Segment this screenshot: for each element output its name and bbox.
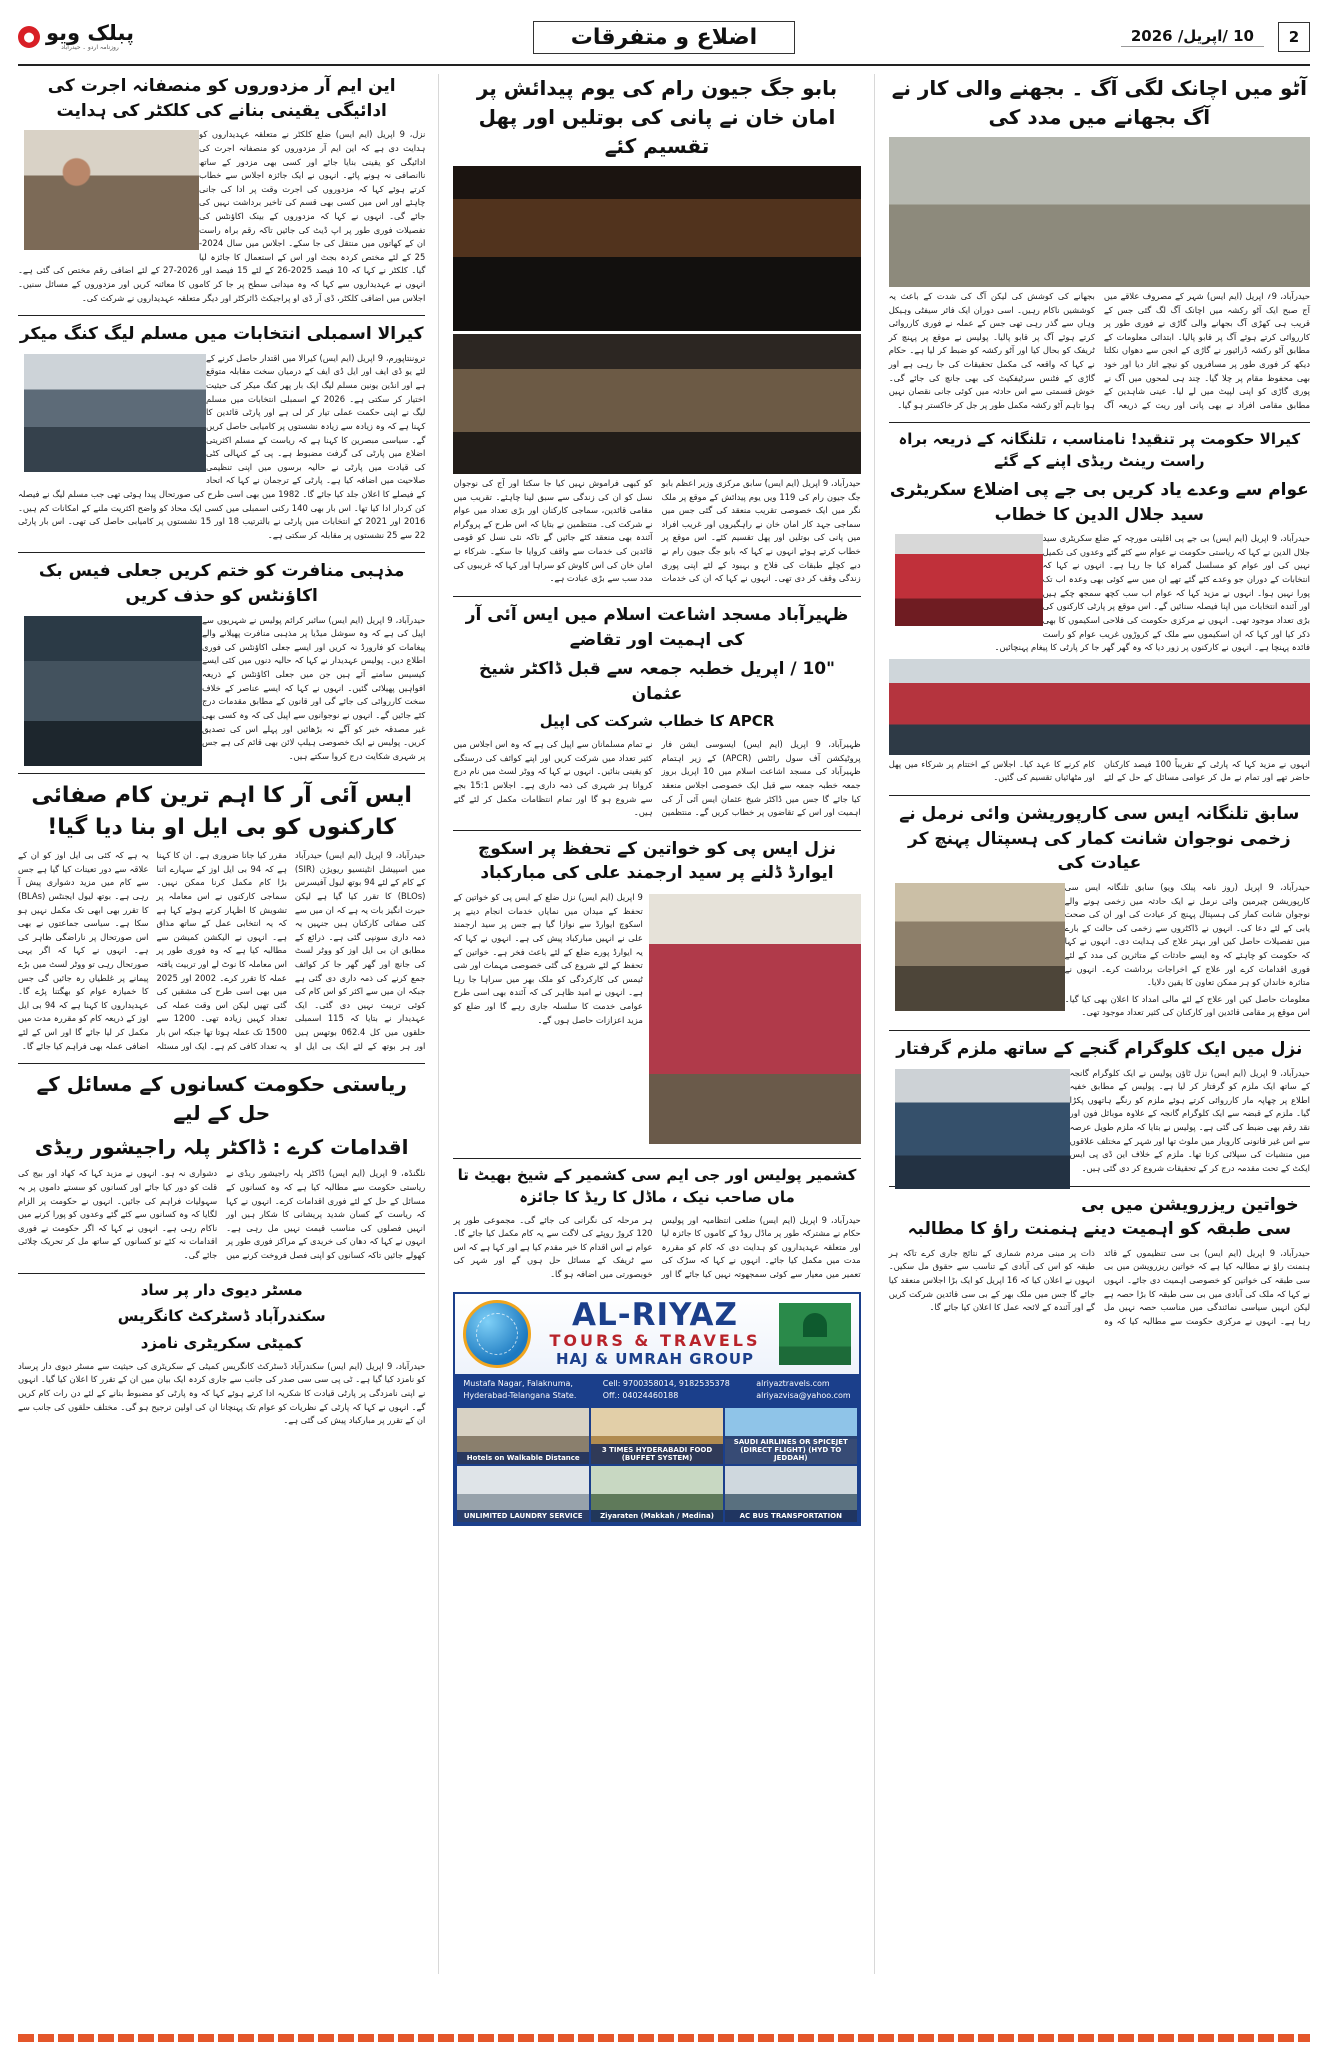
column-left (18, 74, 439, 1974)
issue-date: 10 /اپریل/ 2026 (1121, 27, 1264, 47)
article-body: حیدرآباد، 9؍ اپریل (ایم ایس) شہر کے مصروف علاقے میں آج صبح ایک آٹو رکشہ میں اچانک آگ لگ گئی جس کے قریب ہی کھڑی آگ بجھانے والی گاڑی نے فوری طور پر کارروائی کرتے ہوئے آگ پر قابو پالیا۔ ابتدائی معلومات کے مطابق آٹو رکشہ ڈرائیور نے گاڑی کے انجن سے دھواں نکلتا دیکھ کر فوری طور پر مسافروں کو نیچے اتار دیا اور خود بھی محفوظ مقام پر چلا گیا۔ چند ہی لمحوں میں آگ نے پوری گاڑی کو اپنی لپیٹ میں لے لیا۔ عینی شاہدین کے مطابق مقامی افراد نے بھی پانی اور ریت کے ذریعہ آگ بجھانے کی کوشش کی لیکن آگ کی شدت کے باعث یہ کوششیں ناکام رہیں۔ اسی دوران ایک فائر سیفٹی وہیکل وہاں سے گذر رہی تھی جس کے عملہ نے فوری کارروائی کرتے ہوئے آگ پر قابو پالیا۔ پولیس نے موقع پر پہنچ کر ٹریفک کو بحال کیا اور آٹو رکشہ کو ضبط کر لیا ہے۔ حکام نے کہا کہ واقعہ کی مکمل تحقیقات کی جا رہی ہے اور گاڑی کے فٹنس سرٹیفکیٹ کی بھی جانچ کی جائے گی۔ خوش قسمتی سے اس حادثہ میں کوئی جانی نقصان نہیں ہوا تاہم آٹو رکشہ مکمل طور پر جل کر خاکستر ہو گیا۔ (888, 291, 1311, 410)
headline: بابو جگ جیون رام کی یوم پیدائش پر امان خان نے پانی کی بوتلیں اور پھل تقسیم کئے (476, 76, 838, 158)
headline-kicker: کیرالا حکومت پر تنقید! نامناسب ، تلنگانہ کے ذریعہ براہ راست رینٹ ریڈی اپنے کے گئے (898, 430, 1301, 471)
logo-mark-icon: ● (18, 26, 40, 48)
column-middle (453, 74, 874, 1974)
article-body: تروننتاپورم، 9 اپریل (ایم ایس) کیرالا میں اقتدار حاصل کرنے کے لئے یو ڈی ایف اور ایل ڈی ایف کے درمیان سخت مقابلہ متوقع ہے اور انڈین یونین مسلم لیگ ایک بار پھر کنگ میکر کی حیثیت اختیار کر سکتی ہے۔ 2026 کے اسمبلی انتخابات میں مسلم لیگ نے اپنی حکمت عملی تیار کر لی ہے اور پارٹی قائدین کا کہنا ہے کہ وہ زیادہ سے زیادہ نشستوں پر کامیابی حاصل کریں گے۔ سیاسی مبصرین کا کہنا ہے کہ ریاست کے مسلم اکثریتی اضلاع میں پارٹی کی گرفت مضبوط ہے۔ پی کے کنہالی کٹی کی قیادت میں پارٹی نے حالیہ برسوں میں اپنی تنظیمی صلاحیت میں اضافہ کیا ہے۔ پارٹی کے ترجمان نے کہا کہ اتحاد کے فیصلے کا اعلان جلد کیا جائے گا۔ 1982 میں بھی اسی طرح کی صورتحال پیدا ہوئی تھی جب مسلم لیگ نے فیصلہ کن کردار ادا کیا تھا۔ اس بار بھی 140 رکنی اسمبلی میں کسی ایک محاذ کو واضح اکثریت ملنے کے امکانات کم ہیں۔ 2016 اور 2021 کے انتخابات میں پارٹی نے بالترتیب 18 اور 15 نشستوں پر کامیابی حاصل کی تھی۔ اس بار پارٹی 22 سے 25 نشستوں پر مقابلہ کر سکتی ہے۔ (18, 352, 426, 540)
article-body: نزل، 9 اپریل (ایم ایس) ضلع کلکٹر نے متعلقہ عہدیداروں کو ہدایت دی ہے کہ این ایم آر مزدوروں کو منصفانہ اجرت کی ادائیگی کو یقینی بنایا جائے اور کسی بھی مزدور کے ساتھ ناانصافی نہ ہونے پائے۔ انہوں نے ایک جائزہ اجلاس سے خطاب کرتے ہوئے کہا کہ مزدوروں کی اجرت وقت پر ادا کی جانی چاہئے اور اس میں کسی بھی قسم کی تاخیر برداشت نہیں کی جائے گی۔ انہوں نے کہا کہ مزدوروں کے بینک اکاؤنٹس کی تفصیلات فوری طور پر اپ ڈیٹ کی جائیں تاکہ رقم براہ راست ان کے کھاتوں میں منتقل کی جا سکے۔ اجلاس میں سال 2024-25 کے لئے مختص کردہ بجٹ اور اس کے استعمال کا جائزہ لیا گیا۔ کلکٹر نے کہا کہ 10 فیصد 2025-26 کے لئے 15 فیصد اور 2026-27 کے لئے اضافی رقم مختص کی گئی ہے۔ انہوں نے عہدیداروں سے کہا کہ وہ میدانی سطح پر جا کر کاموں کا معائنہ کریں اور مزدوروں کے مسائل سنیں۔ اجلاس میں اضافی کلکٹر، ڈی آر ڈی او پراجیکٹ ڈائرکٹر اور دیگر متعلقہ عہدیداروں نے شرکت کی۔ (18, 129, 426, 303)
article-body: حیدرآباد، 9 اپریل (ایم ایس) حیدرآباد میں اسپیشل انٹینسیو ریویژن (SIR) کے کام کے لئے 94 بوتھ لیول آفیسرس (BLOs) کا تقرر کیا گیا ہے لیکن حیرت انگیز بات یہ ہے کہ ان میں سے کئی صفائی کارکنان ہیں جنہیں یہ ذمہ داری سونپی گئی ہے۔ ذرائع کے مطابق ان بی ایل اوز کو ووٹر لسٹ کی جانچ اور گھر گھر جا کر کوائف جمع کرنے کی ذمہ داری دی گئی ہے جبکہ ان میں سے اکثر کو اس کام کی کوئی تربیت نہیں دی گئی۔ ایک عہدیدار نے بتایا کہ 115 اسمبلی حلقوں میں کل 062.4 بوتھس ہیں اور ہر بوتھ کے لئے ایک بی ایل او مقرر کیا جانا ضروری ہے۔ ان کا کہنا ہے کہ 94 بی ایل اوز کے سہارے اتنا بڑا کام مکمل کرنا ممکن نہیں۔ سماجی کارکنوں نے اس معاملہ پر تشویش کا اظہار کرتے ہوئے کہا ہے کہ یہ انتخابی عمل کے ساتھ مذاق ہے۔ انہوں نے الیکشن کمیشن سے مطالبہ کیا ہے کہ وہ فوری طور پر اس معاملہ کا نوٹ لے اور تربیت یافتہ عملہ کا تقرر کرے۔ 2002 اور 2025 میں بھی اسی طرح کی مشقیں کی گئی تھیں لیکن اس وقت عملہ کی تعداد کہیں زیادہ تھی۔ 1200 سے 1500 تک عملہ ہوتا تھا جبکہ اس بار یہ تعداد کافی کم ہے۔ ایک اور مسئلہ یہ ہے کہ کئی بی ایل اوز کو ان کے علاقہ سے دور تعینات کیا گیا ہے جس سے کام میں مزید دشواری پیش آ رہی ہے۔ بوتھ لیول ایجنٹس (BLAs) کا تقرر بھی ابھی تک مکمل نہیں ہو سکا ہے۔ سیاسی جماعتوں نے بھی اس صورتحال پر ناراضگی ظاہر کی ہے۔ انہوں نے کہا کہ اگر یہی صورتحال رہی تو ووٹر لسٹ میں بڑے پیمانے پر غلطیاں رہ جائیں گی جس کا خمیازہ عوام کو بھگتنا پڑے گا۔ عہدیداروں کا کہنا ہے کہ 94 بی ایل اوز کے ذریعہ کام کو مقررہ مدت میں مکمل کر لیا جائے گا اور اس کے لئے اضافی عملہ بھی فراہم کیا جائے گا۔ (18, 850, 426, 1051)
article-body: حیدرآباد، 9 اپریل (ایم ایس) بی سی تنظیموں کے قائد ہنمنت راؤ نے مطالبہ کیا ہے کہ خواتین ریزرویشن میں بی سی طبقہ کی خواتین کو خصوصی اہمیت دی جائے۔ انہوں نے کہا کہ ملک کی آبادی میں بی سی طبقہ کا بڑا حصہ ہے لیکن انہیں سیاسی نمائندگی میں مناسب حصہ نہیں مل رہا ہے۔ انہوں نے مرکزی حکومت سے مطالبہ کیا کہ وہ ذات پر مبنی مردم شماری کے نتائج جاری کرے تاکہ ہر طبقہ کو اس کی آبادی کے تناسب سے حقوق مل سکیں۔ انہوں نے اعلان کیا کہ 16 اپریل کو ایک بڑا اجلاس منعقد کیا جائے گا جس میں ملک بھر کے بی سی قائدین شرکت کریں گے اور آئندہ کے لائحہ عمل کا اعلان کیا جائے گا۔ (888, 1247, 1310, 1326)
headline: این ایم آر مزدوروں کو منصفانہ اجرت کی ادائیگی یقینی بنانے کی کلکٹر کی ہدایت (47, 76, 396, 121)
headline-1: ظہیرآباد مسجد اشاعت اسلام میں ایس آئی آر کی اہمیت اور تقاضے (465, 604, 849, 650)
headline-1: مسٹر دیوی دار پر ساد (140, 1280, 303, 1299)
ad-website[interactable]: alriyaztravels.com (756, 1378, 830, 1388)
article-body: نلگنڈہ، 9 اپریل (ایم ایس) ڈاکٹر پلہ راجیشور ریڈی نے ریاستی حکومت سے مطالبہ کیا ہے کہ وہ کسانوں کے مسائل کے حل کے لئے فوری اقدامات کرے۔ انہوں نے کہا کہ ریاست کے کسان شدید پریشانی کا شکار ہیں اور انہیں فصلوں کی مناسب قیمت نہیں مل رہی ہے۔ انہوں نے کہا کہ دھان کی خریدی کے مراکز فوری طور پر کھولے جائیں تاکہ کسانوں کو اپنی فصل فروخت کرنے میں دشواری نہ ہو۔ انہوں نے مزید کہا کہ کھاد اور بیج کی قلت کو دور کیا جائے اور کسانوں کو سستے داموں پر یہ سہولیات فراہم کی جائیں۔ انہوں نے حکومت پر الزام لگایا کہ وہ کسانوں سے کئے گئے وعدوں کو پورا کرنے میں ناکام رہی ہے۔ انہوں نے کہا کہ اگر حکومت نے فوری اقدامات نہ کئے تو کسانوں کے ساتھ مل کر تحریک چلائی جائے گی۔ (18, 1168, 426, 1260)
ad-group: HAJ & UMRAH GROUP (555, 1349, 755, 1368)
article-body: حیدرآباد، 9 اپریل (ایم ایس) سابق مرکزی وزیر اعظم بابو جگ جیون رام کی 119 ویں یوم پیدائش کے موقع پر ملک نگر میں ایک خصوصی تقریب منعقد کی گئی جس میں سماجی جہد کار امان خان نے راہگیروں اور غریب افراد میں پانی کی بوتلیں اور پھل تقسیم کئے۔ اس موقع پر خطاب کرتے ہوئے انہوں نے کہا کہ بابو جگ جیون رام نے دبے کچلے طبقات کی فلاح و بہبود کے لئے اپنی پوری زندگی وقف کر دی تھی۔ انہوں نے کہا کہ ان کی خدمات کو کبھی فراموش نہیں کیا جا سکتا اور آج کی نوجوان نسل کو ان کی زندگی سے سبق لینا چاہئے۔ تقریب میں مقامی قائدین، سماجی کارکنان اور بڑی تعداد میں عوام نے شرکت کی۔ منتظمین نے بتایا کہ اس طرح کے پروگرام آئندہ بھی منعقد کئے جائیں گے تاکہ نئی نسل کو قومی قائدین کی خدمات سے واقف کروایا جا سکے۔ شرکاء نے امان خان کی اس کاوش کو سراہا اور کہا کہ غریبوں کی مدد سب سے بڑی عبادت ہے۔ (453, 478, 861, 584)
ad-service-label: UNLIMITED LAUNDRY SERVICE (457, 1510, 589, 1522)
ad-title: AL-RIYAZ (572, 1296, 738, 1333)
headline-3: کمیٹی سکریٹری نامزد (140, 1334, 303, 1353)
ad-service-cell (591, 1408, 723, 1464)
headline-2: سکندرآباد ڈسٹرکٹ کانگریس (117, 1307, 326, 1326)
headline: سابق تلنگانہ ایس سی کارپوریشن وائی نرمل نے زخمی نوجوان شانت کمار کی ہسپتال پہنچ کر عیادت کی (899, 803, 1300, 874)
page-number: 2 (1278, 22, 1310, 52)
paper-subtitle: روزنامہ اردو ۔ حیدرآباد (61, 44, 119, 51)
ad-service-cell (457, 1408, 589, 1464)
ad-service-cell (457, 1466, 589, 1522)
divider (889, 795, 1310, 796)
headline-1: ریاستی حکومت کسانوں کے مسائل کے حل کے لیے (36, 1072, 407, 1126)
divider (453, 596, 860, 597)
ad-office-phone[interactable]: Off.: 04024460188 (602, 1390, 679, 1400)
section-title: اضلاع و متفرقات (533, 21, 795, 54)
article-model-road-review (453, 1165, 860, 1282)
footer-decorative-bar (18, 2034, 1310, 2042)
article-women-reservation (889, 1193, 1310, 1329)
article-ganja-arrest (889, 1037, 1310, 1176)
ad-service-cell (725, 1408, 857, 1464)
headline: خواتین ریزرویشن میں بی سی طبقہ کو اہمیت دینے ہنمنت راؤ کا مطالبہ (907, 1194, 1299, 1240)
article-photo (24, 616, 202, 766)
article-sir-blo (18, 780, 425, 1053)
article-body: حیدرآباد، 9 اپریل (روز نامہ پبلک ویو) سابق تلنگانہ ایس سی کارپوریشن چیرمین وائی نرمل نے ایک حادثہ میں زخمی ہونے والے نوجوان شانت کمار کی ہسپتال پہنچ کر عیادت کی اور ان کی صحت یابی کے لئے دعا کی۔ انہوں نے ڈاکٹروں سے زخمی کی حالت کے بارے میں تفصیلات حاصل کیں اور بہتر علاج کی ہدایت دی۔ انہوں نے کہا کہ حکومت کو چاہئے کہ وہ ایسے حادثات کے متاثرین کی مدد کے لئے فوری اقدامات کرے اور علاج کے اخراجات برداشت کرے۔ انہوں نے متاثرہ خاندان کو ہر ممکن تعاون کا یقین دلایا۔ (1064, 881, 1310, 988)
article-kerala-muslim-league (18, 322, 425, 542)
article-photo (895, 883, 1065, 1011)
ad-service-cell (591, 1466, 723, 1522)
article-body: حیدرآباد، 9 اپریل (ایم ایس) سائبر کرائم پولیس نے شہریوں سے اپیل کی ہے کہ وہ سوشل میڈیا پر مذہبی منافرت پھیلانے والے پیغامات کو فارورڈ نہ کریں اور ایسے جعلی اکاؤنٹس کی فوری اطلاع دیں۔ پولیس عہدیدار نے کہا کہ حالیہ دنوں میں کئی ایسے کیسیس سامنے آئے ہیں جن میں جعلی اکاؤنٹس کے ذریعہ افواہیں پھیلائی گئیں۔ انہوں نے کہا کہ ایسے عناصر کے خلاف سخت کارروائی کی جائے گی اور قانون کے مطابق مقدمات درج کئے جائیں گے۔ انہوں نے نوجوانوں سے اپیل کی کہ وہ کسی بھی غیر مصدقہ خبر کو آگے نہ بڑھائیں اور پہلے اس کی تصدیق کریں۔ پولیس نے ایک خصوصی ہیلپ لائن بھی قائم کی ہے جس پر شہری شکایت درج کروا سکتے ہیں۔ (202, 614, 426, 761)
article-body: حیدرآباد، 9 اپریل (ایم ایس) سکندرآباد ڈسٹرکٹ کانگریس کمیٹی کے سکریٹری کی حیثیت سے مسٹر دیوی دار پرساد کو نامزد کیا گیا ہے۔ ٹی پی سی سی صدر کی جانب سے جاری کردہ ایک بیان میں ان کے تقرر کا اعلان کیا گیا۔ انہوں نے اپنی نامزدگی پر پارٹی قیادت کا شکریہ ادا کرتے ہوئے کہا کہ وہ پارٹی کو مضبوط بنانے کے لئے دن رات کام کریں گے۔ انہوں نے کہا کہ پارٹی کے نظریات کو عوام تک پہنچانا ان کی اولین ترجیح ہو گی۔ مختلف حلقوں کی جانب سے ان کے تقرر پر مبارکباد پیش کی گئی ہے۔ (18, 1360, 426, 1426)
article-auto-fire (889, 74, 1310, 412)
divider (889, 1030, 1310, 1031)
ad-service-label: AC BUS TRANSPORTATION (725, 1510, 857, 1522)
article-body-2: انہوں نے مزید کہا کہ پارٹی کے تقریباً 100 فیصد کارکنان حاضر تھے اور تمام نے مل کر عوامی مسائل کے حل کے لئے کام کرنے کا عہد کیا۔ اجلاس کے اختتام پر شرکاء میں پھل اور مٹھائیاں تقسیم کی گئیں۔ (888, 758, 1310, 783)
ad-subtitle: TOURS & TRAVELS (549, 1330, 761, 1350)
ad-service-label: SAUDI AIRLINES OR SPICEJET (DIRECT FLIGHT) (HYD TO JEDDAH) (725, 1436, 857, 1464)
advertisement-al-riyaz[interactable] (453, 1292, 860, 1526)
content-grid (18, 74, 1310, 1974)
article-body: حیدرآباد، 9 اپریل (ایم ایس) بی جے پی اقلیتی مورچہ کے ضلع سکریٹری سید جلال الدین نے کہا کہ ریاستی حکومت نے عوام سے کئے گئے وعدوں کی تکمیل نہیں کی اور عوام کو مسلسل گمراہ کیا جا رہا ہے۔ انہوں نے کہا کہ انتخابات کے دوران جو وعدے کئے گئے تھے ان میں سے کوئی بھی وعدہ اب تک پورا نہیں ہوا۔ انہوں نے مزید کہا کہ عوام اب سب کچھ سمجھ چکے ہیں اور آئندہ انتخابات میں اپنا فیصلہ سنائیں گے۔ اس موقع پر پارٹی کارکنوں کی بڑی تعداد موجود تھی۔ انہوں نے مرکزی حکومت کی فلاحی اسکیموں کا بھی ذکر کیا اور کہا کہ ان اسکیموں سے ملک کے کروڑوں غریب عوام کو راست فائدہ پہنچا ہے۔ انہوں نے کارکنوں پر زور دیا کہ وہ گھر گھر جا کر پارٹی کا پیغام پہنچائیں۔ (994, 533, 1310, 653)
ad-services-strip (455, 1406, 858, 1524)
article-bjp-jalaluddin (889, 429, 1310, 784)
divider (18, 773, 425, 774)
ad-address-2: Hyderabad-Telangana State. (463, 1390, 577, 1400)
ad-service-cell (725, 1466, 857, 1522)
article-photo-1 (895, 534, 1043, 626)
article-congress-secretary (18, 1280, 425, 1428)
headline: ایس آئی آر کا اہم ترین کام صفائی کارکنوں کو بی ایل او بنا دیا گیا! (31, 783, 412, 841)
masthead (18, 14, 1310, 66)
divider (889, 422, 1310, 423)
ad-contact[interactable] (455, 1374, 858, 1406)
article-jagjivan-ram (453, 74, 860, 586)
headline: عوام سے وعدے یاد کریں بی جے پی اضلاع سکریٹری سید جلال الدین کا خطاب (889, 479, 1309, 525)
article-fake-facebook-accounts (18, 559, 425, 763)
article-photo (24, 354, 206, 472)
article-body: حیدرآباد، 9 اپریل (ایم ایس) ضلعی انتظامیہ اور پولیس حکام نے مشترکہ طور پر ماڈل روڈ کے کاموں کا جائزہ لیا اور متعلقہ عہدیداروں کو ہدایت دی کہ کام کو مقررہ مدت میں مکمل کیا جائے۔ انہوں نے کہا کہ سڑک کی تعمیر میں معیار سے کوئی سمجھوتہ نہیں کیا جائے گا اور ہر مرحلہ کی نگرانی کی جائے گی۔ مجموعی طور پر 120 کروڑ روپئے کی لاگت سے یہ کام مکمل کیا جائے گا۔ عوام نے اس اقدام کا خیر مقدم کیا ہے اور کہا ہے کہ اس سے ٹریفک کے مسائل حل ہوں گے اور شہر کی خوبصورتی میں اضافہ ہو گا۔ (453, 1214, 861, 1280)
ad-phone[interactable]: Cell: 9700358014, 9182535378 (602, 1378, 730, 1388)
ad-email[interactable]: alriyazvisa@yahoo.com (756, 1390, 851, 1400)
headline-3: APCR کا خطاب شرکت کی اپیل (539, 712, 775, 731)
article-body: حیدرآباد، 9 اپریل (ایم ایس) نزل ٹاؤن پولیس نے ایک کلوگرام گانجہ کے ساتھ ایک ملزم کو گرفتار کر لیا ہے۔ پولیس کے مطابق خفیہ اطلاع پر چھاپہ مار کارروائی کرتے ہوئے ملزم کو رنگے ہاتھوں پکڑا گیا۔ ملزم کے قبضہ سے ایک کلوگرام گانجہ کے علاوہ موبائل فون اور نقد رقم بھی ضبط کی گئی ہے۔ پولیس نے بتایا کہ ملزم طویل عرصہ سے اس غیر قانونی کاروبار میں ملوث تھا اور شہر کے مختلف علاقوں میں منشیات کی سپلائی کرتا تھا۔ ملزم کے خلاف این ڈی پی ایس ایکٹ کے تحت مقدمہ درج کر کے تحقیقات شروع کر دی گئی ہیں۔ (1069, 1067, 1310, 1173)
headline: کشمیر پولیس اور جی ایم سی کشمیر کے شیخ بھیٹ تا ماں صاحب نیک ، ماڈل کا ریڈ کا جائزہ (457, 1166, 857, 1206)
headline: نزل ایس پی کو خواتین کے تحفظ پر اسکوچ ایوارڈ ڈلنے پر سید ارجمند علی کی مبارکباد (478, 838, 837, 884)
divider (18, 552, 425, 553)
ad-address-1: Mustafa Nagar, Falaknuma, (463, 1378, 573, 1388)
article-apcr-zaheerabad (453, 603, 860, 820)
article-photo (649, 894, 861, 1144)
article-photo-2 (889, 659, 1310, 755)
headline: آٹو میں اچانک لگی آگ ۔ بجھنے والی کار نے آگ بجھانے میں مدد کی (891, 76, 1307, 129)
divider (453, 1158, 860, 1159)
ad-service-label: Ziyaraten (Makkah / Medina) (591, 1510, 723, 1522)
article-photo-1 (453, 166, 860, 331)
paper-name: پبلک ویو (46, 21, 134, 45)
divider (18, 1273, 425, 1274)
headline-2: "10 / اپریل خطبہ جمعہ سے قبل ڈاکٹر شیخ عثمان (479, 659, 835, 704)
mosque-icon (779, 1303, 851, 1365)
masthead-left (1121, 22, 1310, 52)
article-nmr-wages (18, 74, 425, 305)
article-body: ظہیرآباد، 9 اپریل (ایم ایس) ایسوسی ایشن فار پروٹیکشن آف سول رائٹس (APCR) کے زیر اہتمام ظہیرآباد کی مسجد اشاعت اسلام میں 10 اپریل بروز جمعہ خطبہ جمعہ سے قبل ایک خصوصی اجلاس منعقد کیا جائے گا جس میں ڈاکٹر شیخ عثمان ایس آئی آر کی اہمیت اور اس کے تقاضوں پر خطاب کریں گے۔ منتظمین نے تمام مسلمانان سے اپیل کی ہے کہ وہ اس اجلاس میں کثیر تعداد میں شرکت کریں اور اپنے کوائف کی درستگی کو یقینی بنائیں۔ انہوں نے کہا کہ ووٹر لسٹ میں نام درج کروانا ہر شہری کی ذمہ داری ہے۔ اجلاس 15:1 بجے سے شروع ہو گا اور تمام انتظامات مکمل کر لئے گئے ہیں۔ (453, 739, 861, 818)
globe-icon (463, 1300, 531, 1368)
article-photo (24, 130, 199, 250)
divider (18, 1063, 425, 1064)
headline: مذہبی منافرت کو ختم کریں جعلی فیس بک اکاؤنٹس کو حذف کریں (38, 561, 405, 607)
ad-header (455, 1294, 858, 1374)
article-photo (895, 1069, 1070, 1189)
headline: کیرالا اسمبلی انتخابات میں مسلم لیگ کنگ میکر (19, 324, 424, 345)
headline: نزل میں ایک کلوگرام گنجے کے ساتھ ملزم گرفتار (896, 1038, 1303, 1059)
paper-logo (18, 23, 134, 51)
article-farmers-rajeshwar-reddy (18, 1070, 425, 1262)
article-photo-2 (453, 334, 860, 474)
article-photo (889, 137, 1310, 287)
divider (453, 830, 860, 831)
article-caption: معلومات حاصل کیں اور علاج کے لئے مالی امداد کا اعلان بھی کیا گیا۔ اس موقع پر مقامی قائدین اور کارکنان کی کثیر تعداد موجود تھی۔ (1064, 993, 1310, 1018)
divider (18, 315, 425, 316)
headline-2: اقدامات کرے : ڈاکٹر پلہ راجیشور ریڈی (34, 1135, 409, 1160)
article-body: 9 اپریل (ایم ایس) نزل ضلع کے ایس پی کو خواتین کے تحفظ کے میدان میں نمایاں خدمات انجام دینے پر اسکوچ ایوارڈ سے نوازا گیا ہے جس پر سید ارجمند علی نے انہیں مبارکباد پیش کی ہے۔ انہوں نے کہا کہ یہ ایوارڈ پورے ضلع کے لئے باعث فخر ہے۔ خواتین کے تحفظ کے لئے شروع کی گئی خصوصی مہمات اور شی ٹیمس کی کارکردگی کو ملک بھر میں سراہا جا رہا ہے۔ انہوں نے امید ظاہر کی کہ آئندہ بھی اسی طرح عوامی خدمت کا سلسلہ جاری رہے گا اور ضلع کو مزید اعزازات حاصل ہوں گے۔ (453, 892, 643, 1025)
article-skoch-award (453, 837, 860, 1148)
ad-titles (541, 1296, 768, 1368)
article-nirmala-hospital-visit (889, 802, 1310, 1020)
ad-service-label: Hotels on Walkable Distance (457, 1452, 589, 1464)
ad-service-label: 3 TIMES HYDERABADI FOOD (BUFFET SYSTEM) (591, 1444, 723, 1464)
column-right (889, 74, 1310, 1974)
